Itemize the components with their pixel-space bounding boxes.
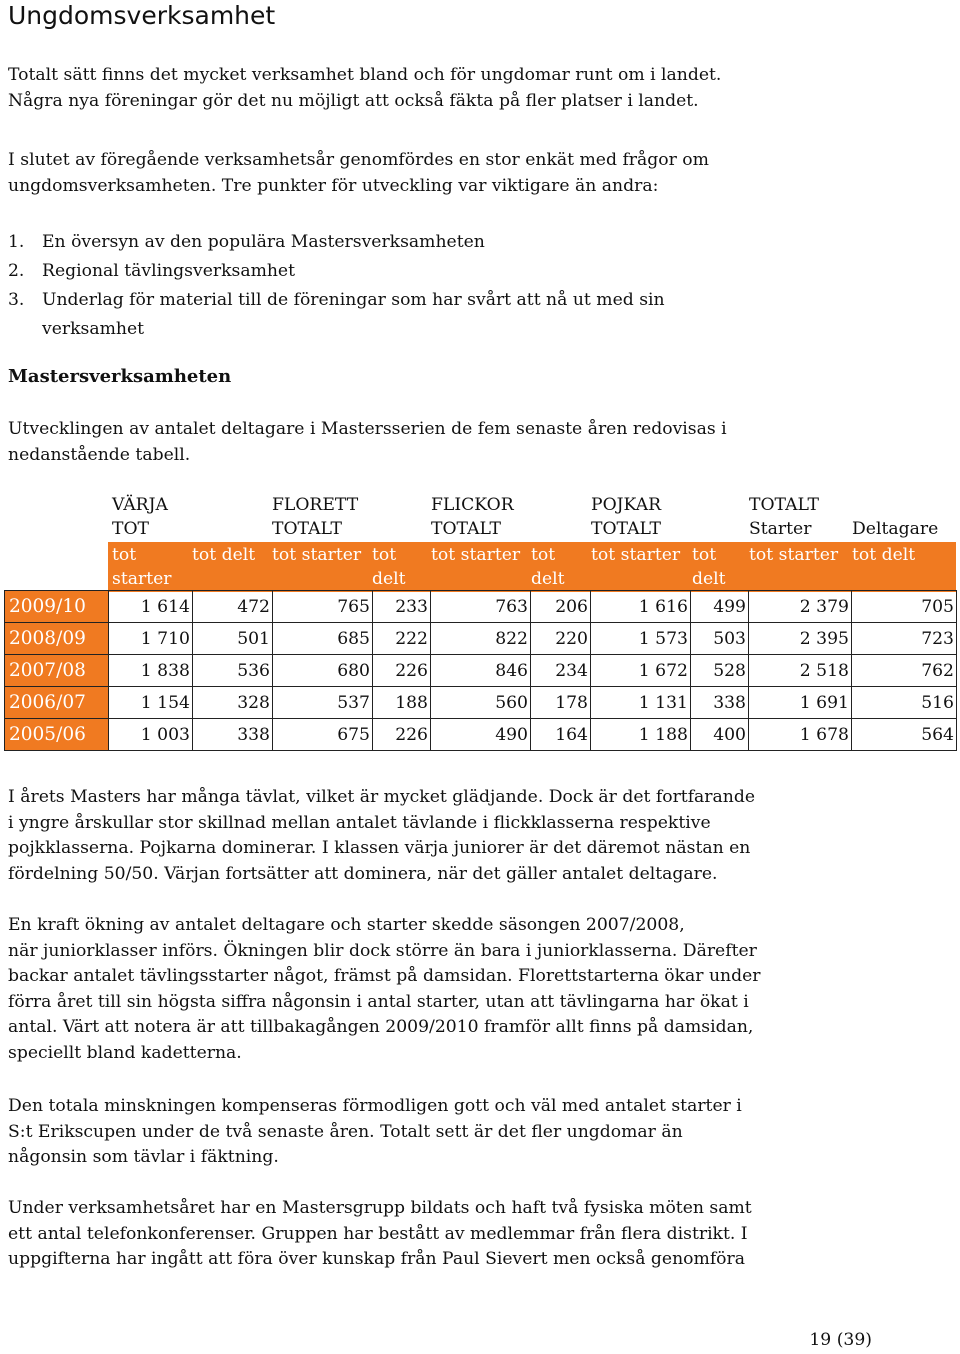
list-item bbox=[8, 257, 665, 286]
group-header-pojkar bbox=[591, 493, 661, 541]
list-item bbox=[8, 228, 665, 257]
table-cell: 1 573 bbox=[591, 623, 691, 655]
subheader-text: tot bbox=[531, 545, 556, 565]
table-cell: 501 bbox=[193, 623, 273, 655]
paragraph-line: i yngre årskullar stor skillnad mellan antalet tävlande i flickklasserna respektive bbox=[8, 812, 711, 833]
paragraph-line: speciellt bland kadetterna. bbox=[8, 1042, 242, 1063]
subheader-cell bbox=[112, 543, 172, 591]
subheader-cell: tot starter bbox=[749, 545, 839, 565]
development-points-list bbox=[8, 228, 665, 344]
paragraph-line: ett antal telefonkonferenser. Gruppen har bestått av medlemmar från flera distrikt. I bbox=[8, 1223, 748, 1244]
group-header-line: VÄRJA bbox=[112, 495, 168, 515]
intro-line: Totalt sätt finns det mycket verksamhet bland och för ungdomar runt om i landet. bbox=[8, 65, 722, 85]
page-title: Ungdomsverksamhet bbox=[8, 1, 276, 30]
survey-paragraph bbox=[8, 148, 709, 199]
subheader-cell: tot starter bbox=[431, 545, 521, 565]
group-header-line: TOTALT bbox=[591, 519, 661, 539]
table-cell: 328 bbox=[193, 687, 273, 719]
table-cell: 338 bbox=[691, 687, 749, 719]
group-header-flickor bbox=[431, 493, 514, 541]
table-cell: 1 003 bbox=[109, 719, 193, 751]
table-cell: 675 bbox=[273, 719, 373, 751]
table-cell: 685 bbox=[273, 623, 373, 655]
subheader-text: delt bbox=[692, 569, 726, 589]
group-header-line: FLICKOR bbox=[431, 495, 514, 515]
intro-paragraph bbox=[8, 63, 721, 114]
group-header-line: TOTALT bbox=[431, 519, 501, 539]
list-item-continuation bbox=[8, 315, 665, 344]
table-cell: 220 bbox=[531, 623, 591, 655]
table-cell: 1 616 bbox=[591, 591, 691, 623]
list-text: Regional tävlingsverksamhet bbox=[42, 261, 296, 281]
table-cell: 1 154 bbox=[109, 687, 193, 719]
table-cell: 705 bbox=[852, 591, 957, 623]
table-cell: 222 bbox=[373, 623, 431, 655]
table-cell: 560 bbox=[431, 687, 531, 719]
analysis-paragraph bbox=[8, 785, 755, 887]
list-text: verksamhet bbox=[42, 319, 145, 339]
analysis-paragraph bbox=[8, 913, 761, 1066]
table-cell: 226 bbox=[373, 719, 431, 751]
group-header-totalt bbox=[749, 493, 819, 541]
table-cell: 206 bbox=[531, 591, 591, 623]
table-cell: 338 bbox=[193, 719, 273, 751]
masters-line: Utvecklingen av antalet deltagare i Mastersserien de fem senaste åren redovisas i bbox=[8, 419, 727, 439]
analysis-paragraph bbox=[8, 1196, 752, 1273]
paragraph-line: antal. Värt att notera är att tillbakagången 2009/2010 framför allt finns på damsidan, bbox=[8, 1017, 754, 1037]
subheader-cell: tot delt bbox=[192, 545, 256, 565]
table-cell: 233 bbox=[373, 591, 431, 623]
subheader-text: tot bbox=[112, 545, 137, 565]
group-header-line: TOTALT bbox=[749, 495, 819, 515]
paragraph-line: I årets Masters har många tävlat, vilket är mycket glädjande. Dock är det fortfarande bbox=[8, 787, 756, 807]
subheader-cell: tot starter bbox=[591, 545, 681, 565]
paragraph-line: S:t Erikscupen under de två senaste åren. Totalt sett är det fler ungdomar än bbox=[8, 1121, 683, 1142]
paragraph-line: En kraft ökning av antalet deltagare och starter skedde säsongen 2007/2008, bbox=[8, 915, 685, 935]
group-header-line: POJKAR bbox=[591, 495, 662, 515]
table-cell: 188 bbox=[373, 687, 431, 719]
section-heading: Mastersverksamheten bbox=[8, 366, 232, 387]
table-row bbox=[5, 623, 957, 655]
table-cell: 846 bbox=[431, 655, 531, 687]
survey-line: I slutet av föregående verksamhetsår genomfördes en stor enkät med frågor om bbox=[8, 150, 709, 170]
paragraph-line: Den totala minskningen kompenseras förmodligen gott och väl med antalet starter i bbox=[8, 1096, 742, 1116]
list-text: En översyn av den populära Mastersverksamheten bbox=[42, 232, 485, 252]
table-cell: 1 131 bbox=[591, 687, 691, 719]
masters-paragraph bbox=[8, 417, 727, 468]
table-cell: 723 bbox=[852, 623, 957, 655]
table-cell: 765 bbox=[273, 591, 373, 623]
year-cell: 2006/07 bbox=[5, 687, 109, 719]
table-cell: 178 bbox=[531, 687, 591, 719]
table-cell: 822 bbox=[431, 623, 531, 655]
paragraph-line: när juniorklasser införs. Ökningen blir dock större än bara i juniorklasserna. Därefter bbox=[8, 940, 757, 961]
subheader-text: tot bbox=[692, 545, 717, 565]
paragraph-line: förra året till sin högsta siffra någonsin i antal starter, utan att tävlingarna har ökat i bbox=[8, 991, 749, 1012]
table-cell: 537 bbox=[273, 687, 373, 719]
table-cell: 1 614 bbox=[109, 591, 193, 623]
table-cell: 226 bbox=[373, 655, 431, 687]
paragraph-line: någonsin som tävlar i fäktning. bbox=[8, 1147, 279, 1167]
list-text: Underlag för material till de föreningar som har svårt att nå ut med sin bbox=[42, 290, 665, 310]
paragraph-line: fördelning 50/50. Värjan fortsätter att dominera, när det gäller antalet deltagare. bbox=[8, 863, 718, 884]
group-header-line: Starter bbox=[749, 519, 812, 539]
table-cell: 499 bbox=[691, 591, 749, 623]
group-header-line: TOTALT bbox=[272, 519, 342, 539]
year-cell: 2008/09 bbox=[5, 623, 109, 655]
list-number: 2. bbox=[8, 261, 25, 281]
group-header-line: TOT bbox=[112, 519, 150, 539]
table-cell: 1 691 bbox=[749, 687, 852, 719]
intro-line: Några nya föreningar gör det nu möjligt att också fäkta på fler platser i landet. bbox=[8, 90, 699, 111]
list-number: 3. bbox=[8, 290, 25, 310]
table-cell: 516 bbox=[852, 687, 957, 719]
subheader-text: tot bbox=[372, 545, 397, 565]
subheader-cell bbox=[692, 543, 726, 591]
group-header-varja bbox=[112, 493, 168, 541]
page-number: 19 (39) bbox=[809, 1330, 872, 1350]
year-cell: 2009/10 bbox=[5, 591, 109, 623]
masters-line: nedanstående tabell. bbox=[8, 444, 191, 465]
subheader-cell bbox=[372, 543, 406, 591]
list-number: 1. bbox=[8, 232, 25, 252]
analysis-paragraph bbox=[8, 1094, 742, 1171]
table-cell: 763 bbox=[431, 591, 531, 623]
table-cell: 164 bbox=[531, 719, 591, 751]
paragraph-line: Under verksamhetsåret har en Mastersgrupp bildats och haft två fysiska möten samt bbox=[8, 1198, 752, 1218]
table-cell: 2 518 bbox=[749, 655, 852, 687]
table-cell: 2 379 bbox=[749, 591, 852, 623]
table-cell: 503 bbox=[691, 623, 749, 655]
table-row bbox=[5, 655, 957, 687]
paragraph-line: backar antalet tävlingsstarter något, främst på damsidan. Florettstarterna ökar under bbox=[8, 966, 761, 986]
masters-statistics-table bbox=[4, 590, 957, 751]
paragraph-line: uppgifterna har ingått att föra över kunskap från Paul Sievert men också genomföra bbox=[8, 1249, 745, 1269]
table-cell: 472 bbox=[193, 591, 273, 623]
subheader-cell: tot delt bbox=[852, 545, 916, 565]
year-cell: 2007/08 bbox=[5, 655, 109, 687]
table-cell: 2 395 bbox=[749, 623, 852, 655]
table-cell: 400 bbox=[691, 719, 749, 751]
table-cell: 234 bbox=[531, 655, 591, 687]
table-cell: 1 710 bbox=[109, 623, 193, 655]
subheader-cell: tot starter bbox=[272, 545, 362, 565]
survey-line: ungdomsverksamheten. Tre punkter för utveckling var viktigare än andra: bbox=[8, 175, 659, 196]
subheader-text: starter bbox=[112, 569, 172, 589]
table-cell: 1 678 bbox=[749, 719, 852, 751]
table-row bbox=[5, 719, 957, 751]
table-cell: 536 bbox=[193, 655, 273, 687]
table-row bbox=[5, 591, 957, 623]
table-cell: 680 bbox=[273, 655, 373, 687]
table-row bbox=[5, 687, 957, 719]
subheader-text: delt bbox=[531, 569, 565, 589]
subheader-text: delt bbox=[372, 569, 406, 589]
table-cell: 1 838 bbox=[109, 655, 193, 687]
table-cell: 528 bbox=[691, 655, 749, 687]
group-header-line: FLORETT bbox=[272, 495, 359, 515]
table-cell: 762 bbox=[852, 655, 957, 687]
paragraph-line: pojkklasserna. Pojkarna dominerar. I klassen värja juniorer är det däremot nästan en bbox=[8, 838, 751, 858]
year-cell: 2005/06 bbox=[5, 719, 109, 751]
table-cell: 490 bbox=[431, 719, 531, 751]
group-header-florett bbox=[272, 493, 358, 541]
subheader-cell bbox=[531, 543, 565, 591]
list-item bbox=[8, 286, 665, 315]
table-cell: 1 188 bbox=[591, 719, 691, 751]
table-cell: 564 bbox=[852, 719, 957, 751]
table-cell: 1 672 bbox=[591, 655, 691, 687]
group-header-deltagare: Deltagare bbox=[852, 519, 939, 539]
